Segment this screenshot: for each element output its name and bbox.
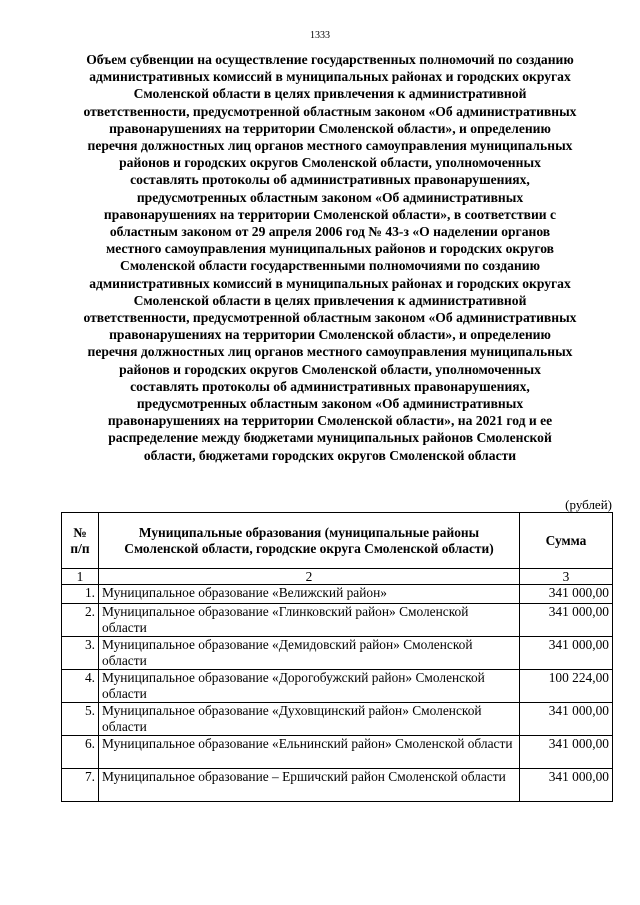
units-label: (рублей) [565,497,612,512]
row-number: 4. [62,670,99,703]
document-title: Объем субвенции на осуществление государственных полномочий по созданию административных комиссий в муниципальных районах и городских округах Смоленской области в целях привлечения к административной ответственности, предусмотренной областным законом «Об административных правонарушениях на территории Смоленской области», и определению перечня должностных лиц органов местного самоуправления муниципальных районов и городских округов Смоленской области, уполномоченных составлять протоколы об административных правонарушениях, предусмотренных областным законом «Об административных правонарушениях на территории Смоленской области», в соответствии с областным законом от 29 апреля 2006 год № 43-з «О наделении органов местного самоуправления муниципальных районов и городских округов Смоленской области государственными полномочиями по созданию административных комиссий в муниципальных районах и городских округах Смоленской области в целях привлечения к административной ответственности, предусмотренной областным законом «Об административных правонарушениях на территории Смоленской области», и определению перечня должностных лиц органов местного самоуправления муниципальных районов и городских округов Смоленской области, уполномоченных составлять протоколы об административных правонарушениях, предусмотренных областным законом «Об административных правонарушениях на территории Смоленской области», на 2021 год и ее распределение между бюджетами муниципальных районов Смоленской области, бюджетами городских округов Смоленской области [83,52,577,463]
municipality-name: Муниципальное образование «Велижский район» [99,585,520,604]
table-row [62,637,613,670]
table-row [62,604,613,637]
amount: 341 000,00 [520,736,613,769]
table-row [62,585,613,604]
header-sum: Сумма [520,513,613,569]
subsidy-table [61,512,613,802]
amount: 341 000,00 [520,703,613,736]
municipality-name: Муниципальное образование «Духовщинский район» Смоленской области [99,703,520,736]
column-numbers-row [62,569,613,585]
row-number: 6. [62,736,99,769]
municipality-name: Муниципальное образование «Дорогобужский район» Смоленской области [99,670,520,703]
column-number: 2 [99,569,520,585]
row-number: 1. [62,585,99,604]
row-number: 3. [62,637,99,670]
row-number: 7. [62,769,99,802]
municipality-name: Муниципальное образование «Ельнинский район» Смоленской области [99,736,520,769]
amount: 341 000,00 [520,585,613,604]
table-row [62,703,613,736]
table-row [62,736,613,769]
amount: 100 224,00 [520,670,613,703]
amount: 341 000,00 [520,604,613,637]
table-row [62,670,613,703]
page-number: 1333 [310,30,330,41]
row-number: 2. [62,604,99,637]
municipality-name: Муниципальное образование – Ершичский район Смоленской области [99,769,520,802]
amount: 341 000,00 [520,769,613,802]
table-row [62,769,613,802]
header-num: № п/п [62,513,99,569]
amount: 341 000,00 [520,637,613,670]
municipality-name: Муниципальное образование «Глинковский район» Смоленской области [99,604,520,637]
row-number: 5. [62,703,99,736]
column-number: 3 [520,569,613,585]
header-name: Муниципальные образования (муниципальные районы Смоленской области, городские округа Смоленской области) [99,513,520,569]
column-number: 1 [62,569,99,585]
table-header-row [62,513,613,569]
municipality-name: Муниципальное образование «Демидовский район» Смоленской области [99,637,520,670]
